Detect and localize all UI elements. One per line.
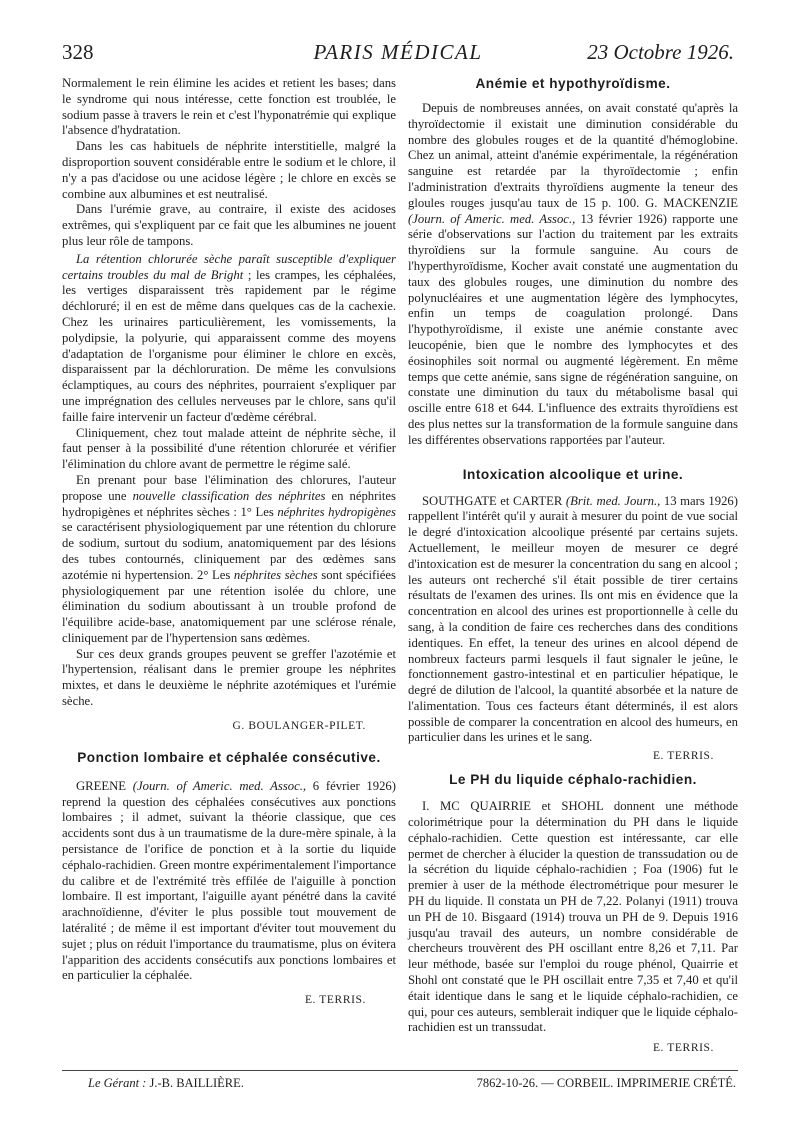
paragraph-text: en néphrites hydropigènes et néphrites sèches : 1° Les [62,488,396,519]
source-citation: (Brit. med. Journ., [565,493,661,508]
author-signature: G. BOULANGER-PILET. [232,719,366,732]
section-heading: Intoxication alcoolique et urine. [462,466,684,482]
author-name: GREENE [76,778,127,793]
right-column [408,76,738,1054]
page-footer [88,1076,736,1096]
italic-phrase: néphrites sèches [233,567,318,582]
footer-divider [62,1070,738,1071]
author-signature: E. TERRIS. [652,750,714,763]
paragraph-text: 6 février 1926) reprend la question des céphalées consécutives aux ponctions lombaires ; il admet, suivant la théorie classique, que ces accidents sont dus à un traumatisme de la dure-mère spinale, à la persistance de l'orifice de ponction et à la sortie du liquide céphalo-rachidien. Green montre expérimentalement l'importance du calibre et de l'extrémité très effilée de l'aiguille à ponction lombaire. Il est important, l'aiguille ayant pénétré dans la cavité arachnoïdienne, d'éviter le plus possible tout mouvement de latéralité ; de même il est important d'éviter tout mouvement du sujet ; plus on réduit l'importance du traumatisme, plus on évitera l'apparition des accidents consécutifs aux ponctions lombaires et en particulier la céphalée. [62,778,396,983]
paragraph: Dans l'urémie grave, au contraire, il existe des acidoses extrêmes, qui s'expliquent par ce fait que les albumines ne jouent plus leur rôle de tampons. [62,202,396,248]
italic-phrase: nouvelle classification des néphrites [132,488,326,503]
paragraph-text: Depuis de nombreuses années, on avait constaté qu'après la thyroïdectomie il existait une diminution considérable du nombre des globules rouges et de la quantité d'hémoglobine. Chez un animal, atteint d'anémie expérimentale, la régénération sanguine est retardée par la thyroïdectomie ; enfin l'administration d'extraits thyroïdiens augmente la teneur des gloules rouges jusqu'au taux de 15 p. 100. G. MACKENZIE [408,101,738,210]
paragraph-text: ; les crampes, les céphalées, les vertiges disparaissent très rapidement par le régime déchloruré; il en est de même dans quelques cas de la cachexie. Chez les urinaires particulièrement, les vomissements, la polydipsie, la polyurie, qui apparaissent comme des moyens d'adaptation de l'organisme pour éliminer le chlore en excès, disparaissent par la déchloruration. De même les convulsions éclamptiques, au cours des néphrites, pourraient s'expliquer par une imprégnation des cellules nerveuses par le chlore, sans qu'il faille faire intervenir un facteur d'œdème cérébral. [62,267,396,424]
source-citation: (Journ. of Americ. med. Assoc., [132,778,307,793]
paragraph-text: se caractérisent physiologiquement par une rétention du chlorure de sodium, surtout du sodium, anatomiquement par des lésions des tubes contournés, cliniquement par des œdèmes sans azotémie ni hypertension. 2° Les [62,520,396,582]
author-name: SOUTHGATE et CARTER [422,493,566,508]
author-signature: E. TERRIS. [304,994,366,1007]
gerant-label: Le Gérant : [88,1076,147,1090]
issue-date: 23 Octobre 1926. [587,40,734,64]
paragraph [62,252,396,426]
paragraph: Cliniquement, chez tout malade atteint de néphrite sèche, il faut penser à la possibilité d'une rétention chlorurée et vérifier l'élimination du chlore avant de permettre le régime salé. [62,425,396,472]
section-heading: Le PH du liquide céphalo-rachidien. [449,772,697,788]
gerant-name: J.-B. BAILLIÈRE. [149,1076,244,1090]
italic-phrase: néphrites hydropigènes [277,504,396,519]
page-number: 328 [62,40,94,64]
section-heading: Anémie et hypothyroïdisme. [475,76,671,91]
italic-phrase: La rétention chlorurée sèche paraît susceptible d'expliquer certains troubles du mal de Bright [62,251,396,282]
author-signature: E. TERRIS. [652,1042,714,1055]
page-header [62,40,734,72]
left-column [62,76,396,1006]
paragraph: Normalement le rein élimine les acides et retient les bases; dans le syndrome qui nous intéresse, cette fonction est troublée, le sodium passe à travers le rein et c'est l'hyponatrémie qui explique l'absence d'hydratation. [62,76,396,138]
paragraph [408,101,738,449]
paragraph: I. MC QUAIRRIE et SHOHL donnent une méthode colorimétrique pour la détermination du PH dans le liquide céphalo-rachidien. Cette question est intéressante, car elle permet de chercher à élucider la question de transsudation ou de la sécrétion du liquide céphalo-rachidien ; Foa (1906) fut le premier à user de la méthode électrométrique pour mesurer le PH du liquide. Il constata un PH de 7,22. Polanyi (1911) trouva un PH de 10. Bisgaard (1914) trouva un PH de 9. Depuis 1916 jusqu'au travail des auteurs, un nombre considérable de chercheurs trouvèrent des PH oscillant entre 8,26 et 7,11. Par leur méthode, basée sur l'emploi du rouge phénol, Quairrie et Shohl ont constaté que le PH oscillait entre 7,35 et 7,40 et qu'il était identique dans le sang et le liquide céphalo-rachidien, ce qui, pour ces auteurs, semblerait indiquer que le liquide céphalo-rachidien est un transsudat. [408,799,738,1035]
journal-title: PARIS MÉDICAL [313,40,483,64]
printer-imprint: 7862-10-26. — CORBEIL. IMPRIMERIE CRÉTÉ. [476,1076,736,1090]
paragraph: Dans les cas habituels de néphrite interstitielle, malgré la disproportion souvent considérable entre le sodium et le chlore, il n'y a pas d'acidose ou une acidose légère ; le chlore en excès se combine aux albumines et est neutralisé. [62,139,396,201]
paragraph [62,473,396,647]
publisher-credit [88,1076,244,1091]
paragraph-text: sont spécifiées physiologiquement par une rétention isolée du chlore, une élimination du sodium aboutissant à un trouble profond de l'équilibre acide-base, anatomiquement par une sclérose rénale, cliniquement par de l'hypertension sans œdèmes. [62,567,396,645]
paragraph-text: 13 mars 1926) rappellent l'intérêt qu'il y aurait à mesurer du point de vue social le degré d'intoxication alcoolique présenté par certains sujets. Actuellement, le meilleur moyen de mesurer ce degré d'intoxication est de mesurer la concentration du sang en alcool ; les auteurs ont recherché s'il était possible de tirer certains résultats de l'examen des urines. Ils ont mis en évidence que la concentration en alcool des urines est proportionnelle à celle du sang, à la condition de faire ces recherches dans des conditions identiques. En effet, la teneur des urines en alcool dépend de nombreux facteurs parmi lesquels il faut signaler le jeûne, le fonctionnement gastro-intestinal et en particulier hépatique, le degré de dilution de l'alcool, la quantité absorbée et la nature de l'alimentation. Tous ces facteurs étant déterminés, il est alors possible de comparer la concentration en alcool des humeurs, en particulier dans les urines et le sang. [408,493,738,745]
paragraph: Sur ces deux grands groupes peuvent se greffer l'azotémie et l'hypertension, réalisant dans le premier groupe les néphrites mixtes, et dans le deuxième le néphrite azotémiques et l'urémie sèche. [62,646,396,709]
paragraph [62,779,396,984]
section-heading: Ponction lombaire et céphalée consécutive. [77,749,381,765]
paragraph-text: En prenant pour base l'élimination des chlorures, l'auteur propose une [62,472,396,503]
paragraph [408,494,738,747]
source-citation: (Journ. of Americ. med. Assoc., [408,211,576,226]
paragraph-text: 13 février 1926) rapporte une série d'observations sur l'action du traitement par les extraits thyroïdiens sur la formule sanguine. Au cours de l'hyperthyroïdisme, Kocher avait constaté une augmentation du taux des globules rouges, une diminution du nombre des polynucléaires et une augmentation légère des lymphocytes, enfin un temps de coagulation prolongé. Dans l'hypothyroïdisme, il existe une anémie constante avec leucopénie, bien que le nombre des lymphocytes et des éosinophiles soit normal ou augmenté légèrement. En même temps que cette anémie, sans signe de régénération sanguine, on constate une diminution du taux du métabolisme basal qui oscille entre 618 et 644. L'influence des extraits thyroïdiens est des plus nettes sur la transformation de la formule sanguine dans les différentes observations rapportées par l'auteur. [408,211,738,447]
